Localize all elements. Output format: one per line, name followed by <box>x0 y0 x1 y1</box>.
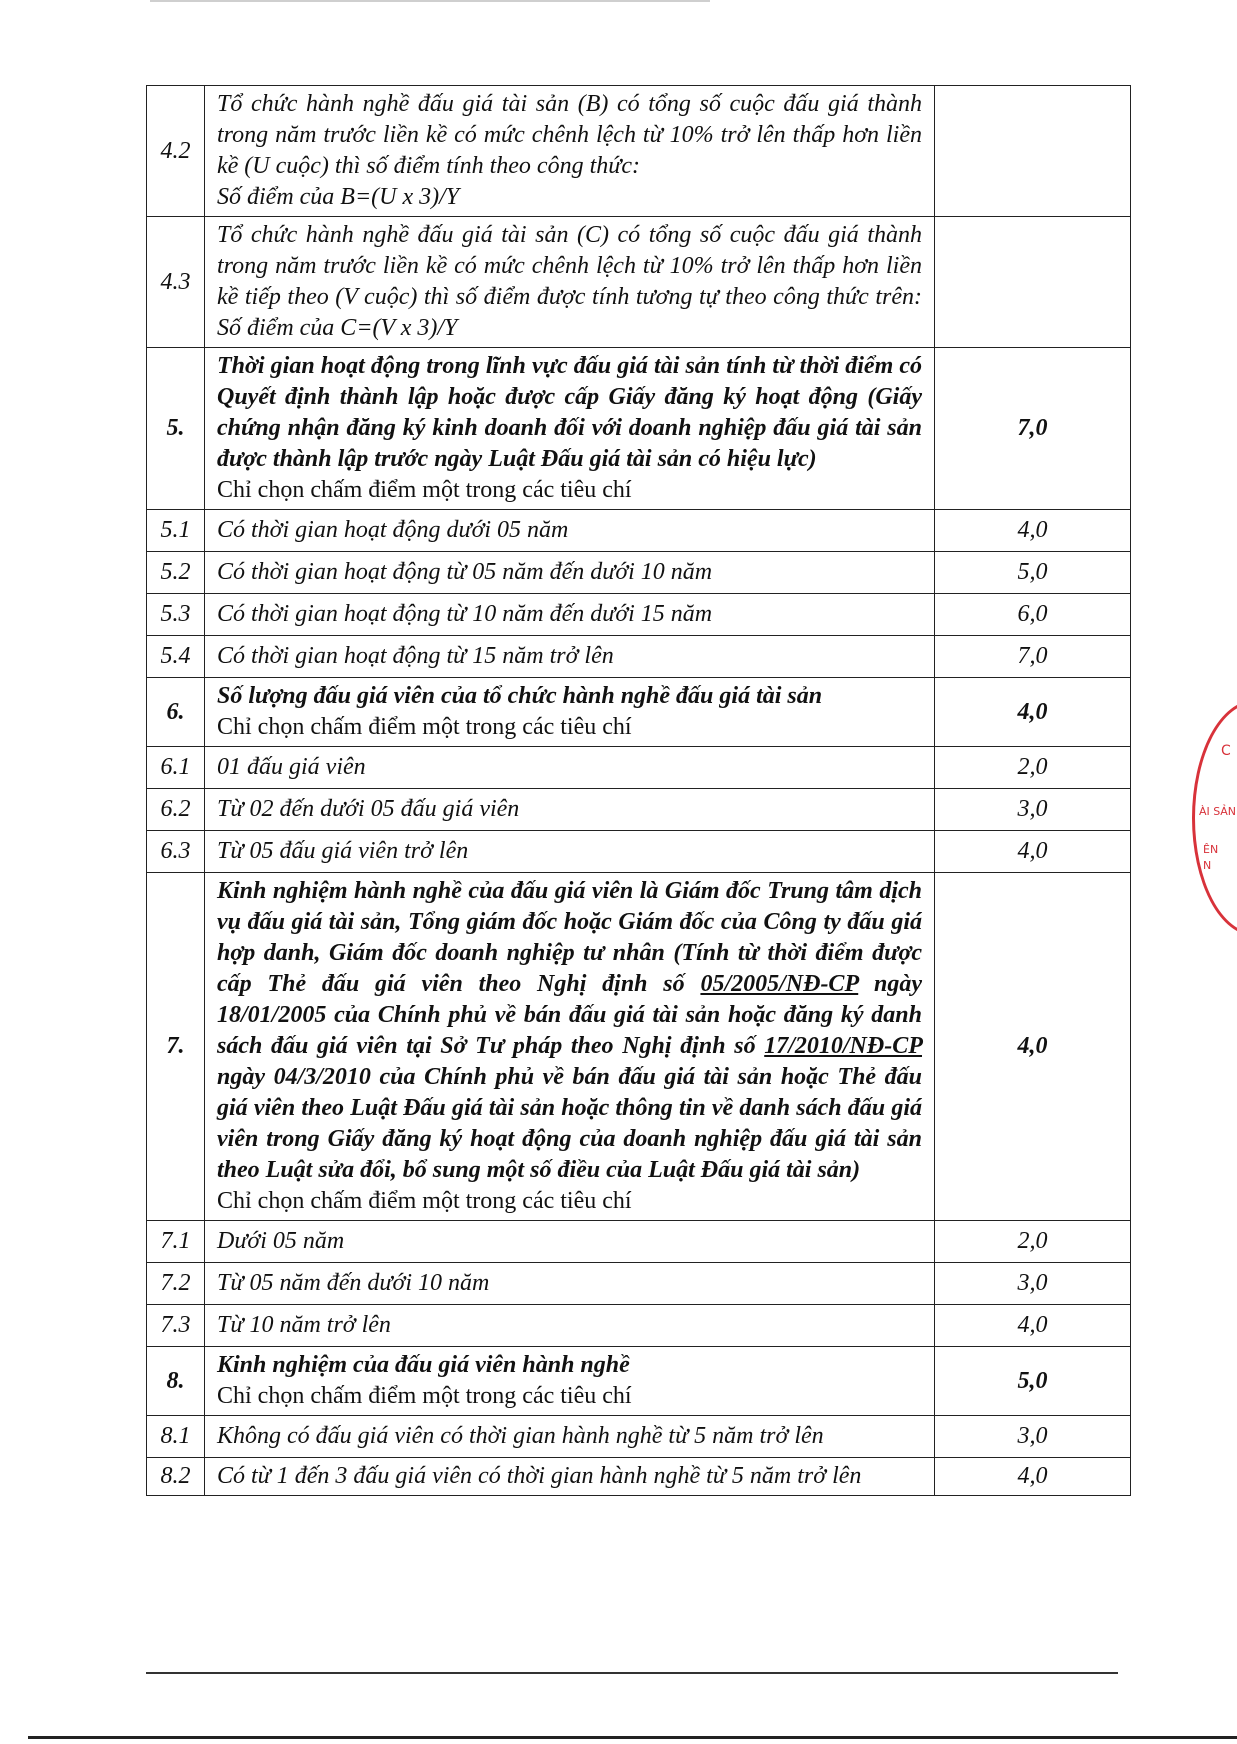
row-description <box>205 873 935 1221</box>
table-row-6-3 <box>147 831 1131 873</box>
scan-edge-line <box>28 1736 1237 1739</box>
row-score: 3,0 <box>935 789 1131 831</box>
row-description: Không có đấu giá viên có thời gian hành nghề từ 5 năm trở lên <box>205 1416 935 1458</box>
description-line: Tổ chức hành nghề đấu giá tài sản (B) có tổng số cuộc đấu giá thành trong năm trước liền kề có mức chênh lệch từ 10% trở lên thấp hơn liền kề (U cuộc) thì số điểm tính theo công thức: <box>217 91 922 179</box>
table-row-4-2 <box>147 86 1131 217</box>
row-description: Có từ 1 đến 3 đấu giá viên có thời gian hành nghề từ 5 năm trở lên <box>205 1458 935 1496</box>
row-number: 5.2 <box>147 552 205 594</box>
footer-divider <box>146 1672 1118 1674</box>
row-number: 4.2 <box>147 86 205 217</box>
seal-text: N <box>1203 859 1212 872</box>
row-number: 8. <box>147 1347 205 1416</box>
row-number: 5.4 <box>147 636 205 678</box>
table-row-6-1 <box>147 747 1131 789</box>
decree-reference: 05/2005/NĐ-CP <box>700 971 859 997</box>
row-description: 01 đấu giá viên <box>205 747 935 789</box>
seal-text: ÊN <box>1203 843 1219 856</box>
seal-text: ÀI SẢN <box>1199 805 1237 818</box>
criteria-table <box>146 85 1131 1496</box>
row-number: 6.2 <box>147 789 205 831</box>
criterion-title: Thời gian hoạt động trong lĩnh vực đấu giá tài sản tính từ thời điểm có Quyết định thành lập hoặc được cấp Giấy đăng ký hoạt động (Giấy chứng nhận đăng ký kinh doanh đối với doanh nghiệp đấu giá tài sản được thành lập trước ngày Luật Đấu giá tài sản có hiệu lực) <box>217 353 922 472</box>
row-description: Có thời gian hoạt động từ 10 năm đến dưới 15 năm <box>205 594 935 636</box>
title-part: ngày 18/01/2005 của Chính phủ về bán đấu giá tài sản hoặc đăng ký danh sách đấu giá viên tại Sở Tư pháp theo Nghị định số <box>217 971 923 1059</box>
page-top-edge <box>150 0 710 2</box>
row-score: 2,0 <box>935 747 1131 789</box>
table-row-7-2 <box>147 1263 1131 1305</box>
row-score <box>935 86 1131 217</box>
row-number: 6.3 <box>147 831 205 873</box>
seal-text: C <box>1221 743 1231 759</box>
row-number: 6.1 <box>147 747 205 789</box>
row-score: 5,0 <box>935 1347 1131 1416</box>
red-seal-stamp <box>1192 700 1237 936</box>
table-row-7-3 <box>147 1305 1131 1347</box>
criterion-note: Chỉ chọn chấm điểm một trong các tiêu chí <box>217 1188 632 1214</box>
row-description: Có thời gian hoạt động từ 15 năm trở lên <box>205 636 935 678</box>
row-number: 7.2 <box>147 1263 205 1305</box>
row-number: 7. <box>147 873 205 1221</box>
table-row-8 <box>147 1347 1131 1416</box>
row-description: Có thời gian hoạt động từ 05 năm đến dưới 10 năm <box>205 552 935 594</box>
row-score: 3,0 <box>935 1416 1131 1458</box>
row-number: 5.1 <box>147 510 205 552</box>
row-description <box>205 348 935 510</box>
row-score: 4,0 <box>935 873 1131 1221</box>
row-score: 3,0 <box>935 1263 1131 1305</box>
table-row-5-1 <box>147 510 1131 552</box>
row-description <box>205 217 935 348</box>
row-score: 4,0 <box>935 510 1131 552</box>
title-part: ngày 04/3/2010 của Chính phủ về bán đấu giá tài sản hoặc Thẻ đấu giá viên theo Luật Đấu giá tài sản hoặc thông tin về danh sách đấu giá viên trong Giấy đăng ký hoạt động của doanh nghiệp đấu giá tài sản theo Luật sửa đổi, bổ sung một số điều của Luật Đấu giá tài sản) <box>217 1064 922 1183</box>
row-score <box>935 217 1131 348</box>
row-number: 7.1 <box>147 1221 205 1263</box>
row-score: 5,0 <box>935 552 1131 594</box>
row-number: 5.3 <box>147 594 205 636</box>
row-number: 8.2 <box>147 1458 205 1496</box>
row-description <box>205 86 935 217</box>
table-row-7-1 <box>147 1221 1131 1263</box>
row-number: 6. <box>147 678 205 747</box>
table-row-6-2 <box>147 789 1131 831</box>
row-description: Dưới 05 năm <box>205 1221 935 1263</box>
row-description <box>205 1347 935 1416</box>
row-description <box>205 678 935 747</box>
row-number: 4.3 <box>147 217 205 348</box>
title-part: Kinh nghiệm hành nghề của đấu giá viên là Giám đốc Trung tâm dịch vụ đấu giá tài sản, Tổng giám đốc hoặc Giám đốc của Công ty đấu giá hợp danh, Giám đốc doanh nghiệp tư nhân (Tính từ thời điểm được cấp Thẻ đấu giá viên theo Nghị định số <box>217 878 922 997</box>
criterion-title: Kinh nghiệm của đấu giá viên hành nghề <box>217 1352 630 1378</box>
row-score: 2,0 <box>935 1221 1131 1263</box>
table-row-4-3 <box>147 217 1131 348</box>
row-description: Từ 05 năm đến dưới 10 năm <box>205 1263 935 1305</box>
criterion-note: Chỉ chọn chấm điểm một trong các tiêu chí <box>217 477 632 503</box>
criterion-note: Chỉ chọn chấm điểm một trong các tiêu chí <box>217 1383 632 1409</box>
criterion-title <box>217 876 922 1186</box>
table-row-5 <box>147 348 1131 510</box>
row-score: 4,0 <box>935 678 1131 747</box>
decree-reference: 17/2010/NĐ-CP <box>764 1033 922 1059</box>
table-row-5-4 <box>147 636 1131 678</box>
row-score: 6,0 <box>935 594 1131 636</box>
row-number: 7.3 <box>147 1305 205 1347</box>
table-row-8-1 <box>147 1416 1131 1458</box>
row-score: 4,0 <box>935 1305 1131 1347</box>
table-row-6 <box>147 678 1131 747</box>
row-description: Có thời gian hoạt động dưới 05 năm <box>205 510 935 552</box>
table-row-7 <box>147 873 1131 1221</box>
table-row-5-2 <box>147 552 1131 594</box>
row-score: 4,0 <box>935 1458 1131 1496</box>
row-number: 8.1 <box>147 1416 205 1458</box>
row-description: Từ 10 năm trở lên <box>205 1305 935 1347</box>
row-score: 7,0 <box>935 348 1131 510</box>
table-row-5-3 <box>147 594 1131 636</box>
table-row-8-2 <box>147 1458 1131 1496</box>
row-score: 4,0 <box>935 831 1131 873</box>
row-description: Từ 05 đấu giá viên trở lên <box>205 831 935 873</box>
row-score: 7,0 <box>935 636 1131 678</box>
criterion-note: Chỉ chọn chấm điểm một trong các tiêu chí <box>217 714 632 740</box>
criterion-title: Số lượng đấu giá viên của tổ chức hành nghề đấu giá tài sản <box>217 683 823 709</box>
row-number: 5. <box>147 348 205 510</box>
formula-line: Số điểm của B=(U x 3)/Y <box>217 184 460 210</box>
row-description: Từ 02 đến dưới 05 đấu giá viên <box>205 789 935 831</box>
description-line: Tổ chức hành nghề đấu giá tài sản (C) có tổng số cuộc đấu giá thành trong năm trước liền kề có mức chênh lệch từ 10% trở lên thấp hơn liền kề tiếp theo (V cuộc) thì số điểm được tính tương tự theo công thức trên: Số điểm của C=(V x 3)/Y <box>217 222 922 341</box>
